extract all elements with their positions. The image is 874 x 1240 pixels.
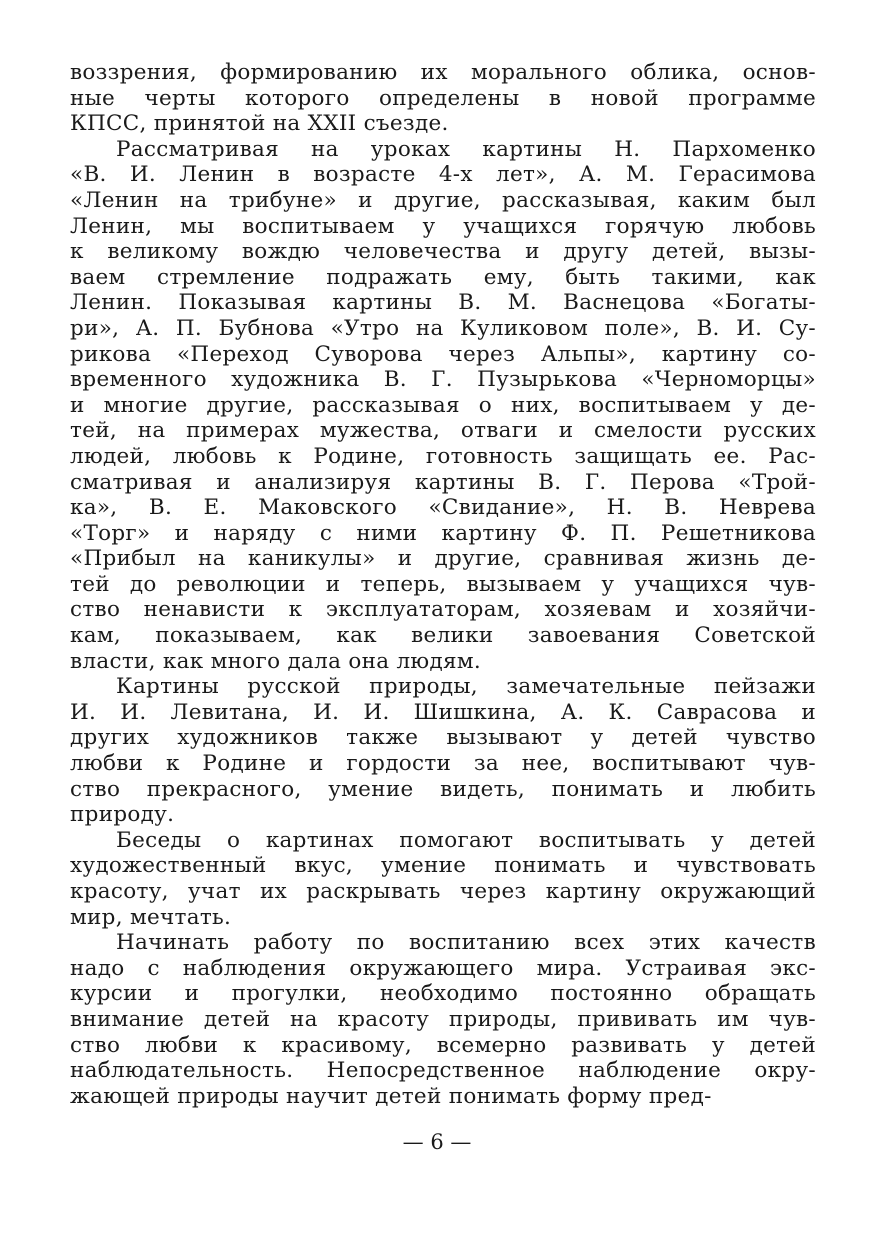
text-line: ваем стремление подражать ему, быть такими, как	[70, 264, 816, 290]
text-line: тей до революции и теперь, вызываем у учащихся чув-	[70, 571, 816, 597]
text-line: рикова «Переход Суворова через Альпы», картину со-	[70, 341, 816, 367]
text-line: Беседы о картинах помогают воспитывать у детей	[116, 827, 816, 853]
text-line: и многие другие, рассказывая о них, воспитываем у де-	[70, 392, 816, 418]
text-line: жающей природы научит детей понимать форму пред-	[70, 1083, 712, 1109]
paragraph	[70, 930, 816, 1109]
text-line: воззрения, формированию их морального облика, основ-	[70, 60, 816, 85]
text-line: наблюдательность. Непосредственное наблюдение окру-	[70, 1058, 816, 1084]
paragraph	[70, 828, 816, 930]
text-line: ство прекрасного, умение видеть, понимать и любить	[70, 776, 816, 802]
text-line: других художников также вызывают у детей чувство	[70, 725, 816, 751]
text-line: природу.	[70, 802, 175, 828]
text-line: внимание детей на красоту природы, прививать им чув-	[70, 1006, 816, 1032]
text-line: власти, как много дала она людям.	[70, 648, 482, 674]
paragraph	[70, 60, 816, 137]
text-line: любви к Родине и гордости за нее, воспитывают чув-	[70, 751, 816, 777]
text-line: Картины русской природы, замечательные пейзажи	[116, 674, 816, 700]
text-line: «Прибыл на каникулы» и другие, сравнивая жизнь де-	[70, 546, 816, 572]
text-line: Ленин, мы воспитываем у учащихся горячую любовь	[70, 213, 816, 239]
text-line: Начинать работу по воспитанию всех этих качеств	[116, 930, 816, 956]
text-line: ство ненависти к эксплуататорам, хозяевам и хозяйчи-	[70, 597, 816, 623]
text-line: ство любви к красивому, всемерно развивать у детей	[70, 1032, 816, 1058]
text-line: временного художника В. Г. Пузырькова «Черноморцы»	[70, 367, 816, 393]
text-line: ри», А. П. Бубнова «Утро на Куликовом поле», В. И. Су-	[70, 315, 816, 341]
page-number: — 6 —	[402, 1130, 472, 1154]
text-line: Рассматривая на уроках картины Н. Пархоменко	[116, 136, 816, 162]
text-line: Ленин. Показывая картины В. М. Васнецова «Богаты-	[70, 290, 816, 316]
text-line: художественный вкус, умение понимать и чувствовать	[70, 853, 816, 879]
text-line: кам, показываем, как велики завоевания Советской	[70, 623, 816, 649]
body-text	[70, 60, 816, 1109]
paragraph	[70, 137, 816, 674]
text-line: ные черты которого определены в новой программе	[70, 85, 816, 111]
paragraph	[70, 674, 816, 828]
text-line: «Ленин на трибуне» и другие, рассказывая, каким был	[70, 187, 816, 213]
text-line: красоту, учат их раскрывать через картину окружающий	[70, 879, 816, 904]
text-line: ка», В. Е. Маковского «Свидание», Н. В. Неврева	[70, 495, 816, 521]
text-line: тей, на примерах мужества, отваги и смелости русских	[70, 418, 816, 444]
text-line: надо с наблюдения окружающего мира. Устраивая экс-	[70, 955, 816, 981]
text-line: мир, мечтать.	[70, 904, 232, 930]
text-line: КПСС, принятой на XXII съезде.	[70, 111, 449, 137]
text-line: к великому вождю человечества и другу детей, вызы-	[70, 239, 816, 265]
text-line: «Торг» и наряду с ними картину Ф. П. Решетникова	[70, 520, 816, 546]
text-line: «В. И. Ленин в возрасте 4-х лет», А. М. Герасимова	[70, 162, 816, 188]
text-line: людей, любовь к Родине, готовность защищать ее. Рас-	[70, 443, 816, 469]
text-line: сматривая и анализируя картины В. Г. Перова «Трой-	[70, 469, 816, 495]
text-line: И. И. Левитана, И. И. Шишкина, А. К. Саврасова и	[70, 699, 816, 725]
text-line: курсии и прогулки, необходимо постоянно обращать	[70, 981, 816, 1007]
